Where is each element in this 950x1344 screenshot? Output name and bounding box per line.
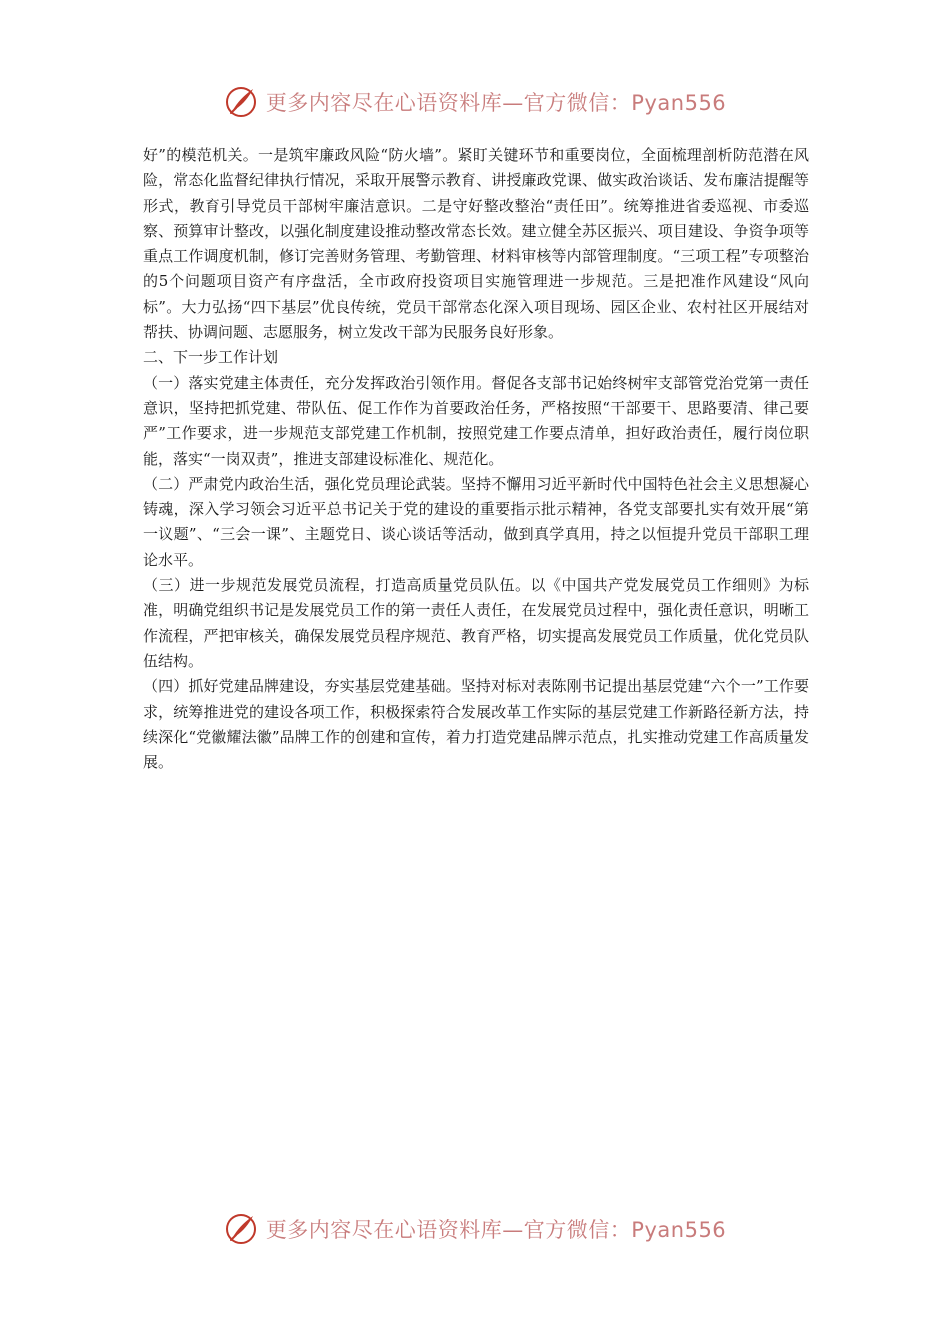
- watermark-text: 更多内容尽在心语资料库—官方微信：Pyan556: [265, 91, 727, 115]
- document-body: [143, 143, 809, 775]
- paragraph-plan-2: （二）严肃党内政治生活，强化党员理论武装。坚持不懈用习近平新时代中国特色社会主义思想凝心铸魂，深入学习领会习近平总书记关于党的建设的重要指示批示精神，各党支部要扎实有效开展“第一议题”、“三会一课”、主题党日、谈心谈话等活动，做到真学真用，持之以恒提升党员干部职工理论水平。: [143, 474, 809, 569]
- quill-pen-logo-icon: [224, 85, 258, 119]
- paragraph-plan-3: （三）进一步规范发展党员流程，打造高质量党员队伍。以《中国共产党发展党员工作细则》为标准，明确党组织书记是发展党员工作的第一责任人责任，在发展党员过程中，强化责任意识，明晰工作流程，严把审核关，确保发展党员程序规范、教育严格，切实提高发展党员工作质量，优化党员队伍结构。: [143, 576, 809, 670]
- paragraph-discipline: 好”的模范机关。一是筑牢廉政风险“防火墙”。紧盯关键环节和重要岗位，全面梳理剖析防范潜在风险，常态化监督纪律执行情况，采取开展警示教育、讲授廉政党课、做实政治谈话、发布廉洁提醒等形式，教育引导党员干部树牢廉洁意识。二是守好整改整治“责任田”。统筹推进省委巡视、市委巡察、预算审计整改，以强化制度建设推动整改常态长效。建立健全苏区振兴、项目建设、争资争项等重点工作调度机制，修订完善财务管理、考勤管理、材料审核等内部管理制度。“三项工程”专项整治的5个问题项目资产有序盘活，全市政府投资项目实施管理进一步规范。三是把准作风建设“风向标”。大力弘扬“四下基层”优良传统，党员干部常态化深入项目现场、园区企业、农村社区开展结对帮扶、协调问题、志愿服务，树立发改干部为民服务良好形象。: [143, 146, 809, 342]
- watermark-text: 更多内容尽在心语资料库—官方微信：Pyan556: [265, 1218, 727, 1242]
- paragraph-plan-1: （一）落实党建主体责任，充分发挥政治引领作用。督促各支部书记始终树牢支部管党治党第一责任意识，坚持把抓党建、带队伍、促工作作为首要政治任务，严格按照“干部要干、思路要清、律己要严”工作要求，进一步规范支部党建工作机制，按照党建工作要点清单，担好政治责任，履行岗位职能，落实“一岗双责”，推进支部建设标准化、规范化。: [143, 373, 809, 468]
- header-watermark: [0, 82, 950, 122]
- paragraph-plan-4: （四）抓好党建品牌建设，夯实基层党建基础。坚持对标对表陈刚书记提出基层党建“六个一”工作要求，统筹推进党的建设各项工作，积极探索符合发展改革工作实际的基层党建工作新路径新方法，持续深化“党徽耀法徽”品牌工作的创建和宣传，着力打造党建品牌示范点，扎实推动党建工作高质量发展。: [143, 677, 809, 772]
- section-heading-next-plan: 二、下一步工作计划: [143, 348, 279, 367]
- quill-pen-logo-icon: [224, 1212, 258, 1246]
- footer-watermark: [0, 1209, 950, 1249]
